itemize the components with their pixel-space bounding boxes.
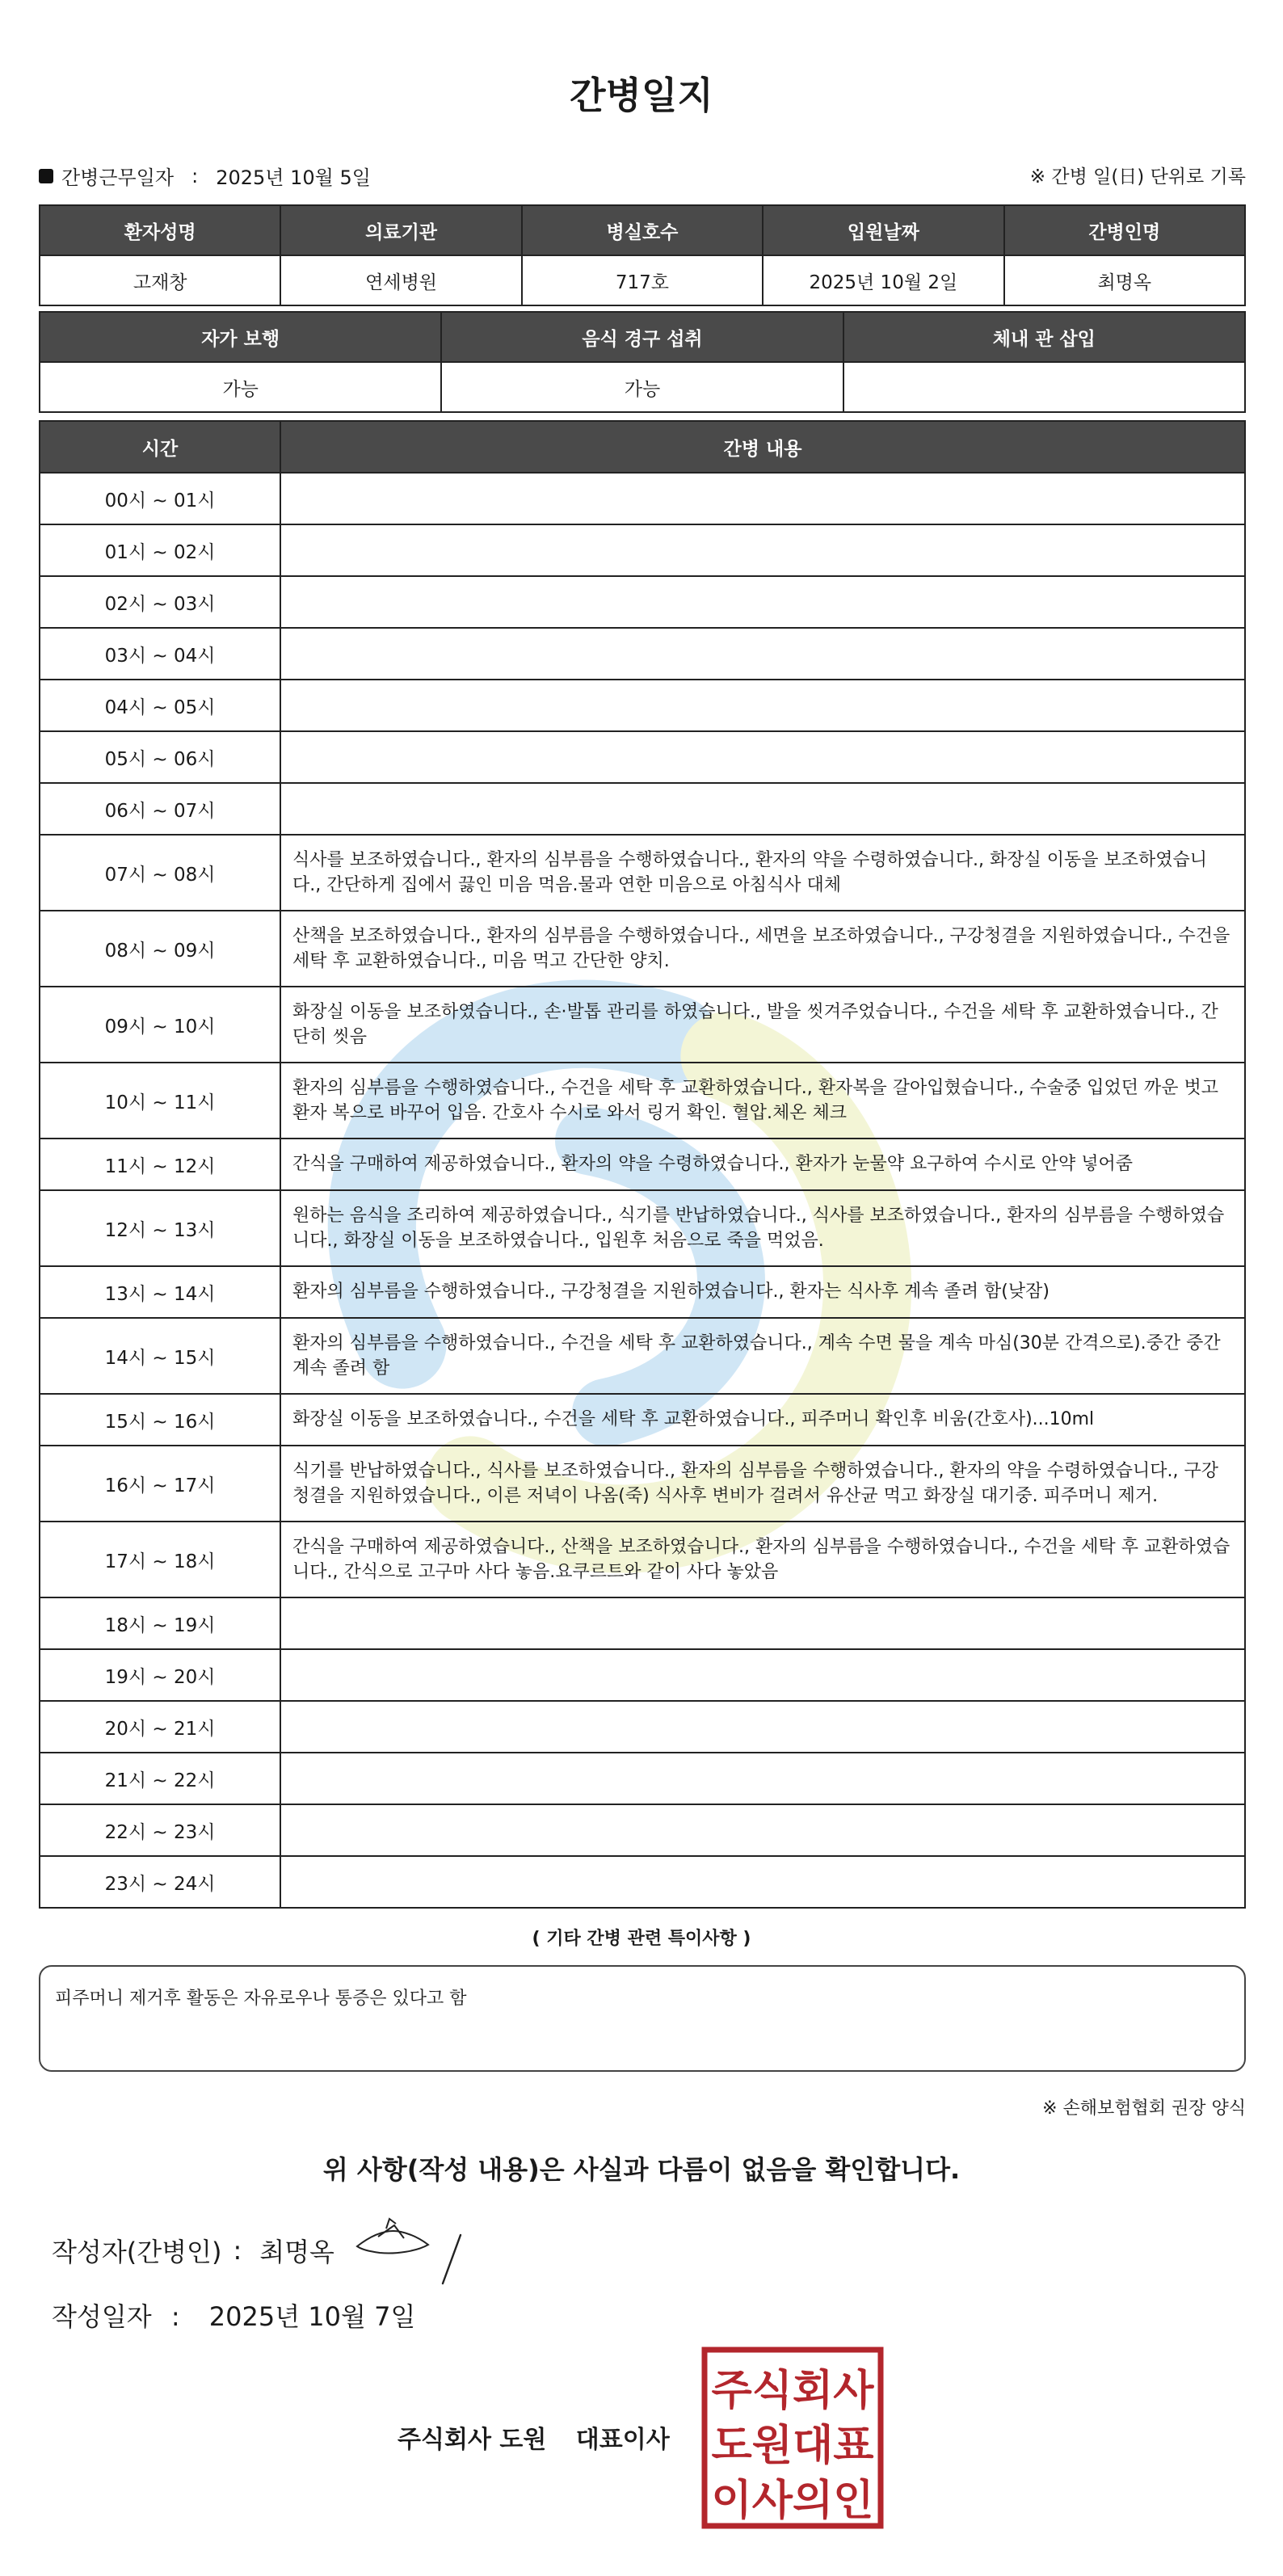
content-cell bbox=[280, 1856, 1245, 1908]
table-row bbox=[40, 1804, 1245, 1856]
time-cell: 14시 ~ 15시 bbox=[40, 1318, 280, 1394]
confirm-statement: 위 사항(작성 내용)은 사실과 다름이 없음을 확인합니다. bbox=[322, 2154, 961, 2185]
room-number: 717호 bbox=[522, 255, 763, 305]
patient-info-table bbox=[39, 204, 1246, 306]
meta-row bbox=[39, 162, 1246, 194]
time-cell: 13시 ~ 14시 bbox=[40, 1266, 280, 1318]
table-row bbox=[40, 628, 1245, 680]
care-log-table bbox=[39, 420, 1246, 1909]
time-cell: 20시 ~ 21시 bbox=[40, 1701, 280, 1753]
write-date-value: 2025년 10월 7일 bbox=[208, 2301, 416, 2332]
content-cell bbox=[280, 783, 1245, 835]
table-row bbox=[40, 1318, 1245, 1394]
table-row bbox=[40, 680, 1245, 731]
content-cell bbox=[280, 473, 1245, 524]
table-row bbox=[40, 783, 1245, 835]
caregiver-name: 최명옥 bbox=[1004, 255, 1245, 305]
table-row bbox=[40, 731, 1245, 783]
tube-value bbox=[843, 362, 1245, 412]
time-cell: 18시 ~ 19시 bbox=[40, 1597, 280, 1649]
table-row bbox=[40, 576, 1245, 628]
table-row bbox=[40, 1649, 1245, 1701]
time-cell: 06시 ~ 07시 bbox=[40, 783, 280, 835]
table-row bbox=[40, 1597, 1245, 1649]
other-notes-title: ( 기타 간병 관련 특이사항 ) bbox=[532, 1929, 751, 1949]
time-cell: 07시 ~ 08시 bbox=[40, 835, 280, 911]
header-room: 병실호수 bbox=[522, 205, 763, 255]
header-tube: 체내 관 삽입 bbox=[843, 312, 1245, 362]
write-date-line bbox=[52, 2296, 415, 2334]
time-cell: 19시 ~ 20시 bbox=[40, 1649, 280, 1701]
header-patient-name: 환자성명 bbox=[40, 205, 280, 255]
time-cell: 22시 ~ 23시 bbox=[40, 1804, 280, 1856]
content-cell: 환자의 심부름을 수행하였습니다., 구강청결을 지원하였습니다., 환자는 식사후 계속 졸려 함(낮잠) bbox=[280, 1266, 1245, 1318]
time-cell: 23시 ~ 24시 bbox=[40, 1856, 280, 1908]
writer-name: 최명옥 bbox=[259, 2237, 334, 2267]
work-date-label: 간병근무일자 bbox=[61, 166, 175, 189]
time-cell: 00시 ~ 01시 bbox=[40, 473, 280, 524]
walking-value: 가능 bbox=[40, 362, 441, 412]
company-name: 주식회사 도원 bbox=[398, 2426, 547, 2454]
hospital: 연세병원 bbox=[280, 255, 521, 305]
content-cell: 화장실 이동을 보조하였습니다., 수건을 세탁 후 교환하였습니다., 피주머니 확인후 비움(간호사)...10ml bbox=[280, 1394, 1245, 1446]
write-date-label: 작성일자 bbox=[52, 2301, 152, 2332]
company-line bbox=[398, 2419, 670, 2455]
header-admission-date: 입원날짜 bbox=[763, 205, 1003, 255]
table-row bbox=[40, 473, 1245, 524]
content-cell bbox=[280, 1804, 1245, 1856]
oral-intake-value: 가능 bbox=[441, 362, 843, 412]
seal-line-3: 이사의인 bbox=[711, 2477, 874, 2525]
time-cell: 15시 ~ 16시 bbox=[40, 1394, 280, 1446]
seal-line-2: 도원대표 bbox=[711, 2422, 874, 2470]
writer-sep: : bbox=[233, 2235, 242, 2266]
company-seal-stamp bbox=[701, 2347, 884, 2529]
table-row bbox=[40, 1753, 1245, 1804]
content-cell bbox=[280, 628, 1245, 680]
table-row bbox=[40, 1522, 1245, 1597]
time-cell: 05시 ~ 06시 bbox=[40, 731, 280, 783]
table-row bbox=[40, 1394, 1245, 1446]
content-cell bbox=[280, 680, 1245, 731]
signature bbox=[347, 2204, 485, 2293]
seal-line-1: 주식회사 bbox=[711, 2367, 874, 2415]
patient-name: 고재창 bbox=[40, 255, 280, 305]
header-caregiver: 간병인명 bbox=[1004, 205, 1245, 255]
admission-date: 2025년 10월 2일 bbox=[763, 255, 1003, 305]
work-date bbox=[39, 162, 371, 190]
time-cell: 01시 ~ 02시 bbox=[40, 524, 280, 576]
table-row bbox=[40, 987, 1245, 1063]
table-row bbox=[40, 835, 1245, 911]
square-bullet-icon bbox=[39, 169, 53, 183]
table-row bbox=[40, 1063, 1245, 1139]
patient-status-table bbox=[39, 311, 1246, 413]
table-row bbox=[40, 1190, 1245, 1266]
content-cell: 환자의 심부름을 수행하였습니다., 수건을 세탁 후 교환하였습니다., 계속 수면 물을 계속 마심(30분 간격으로).중간 중간 계속 졸려 함 bbox=[280, 1318, 1245, 1394]
time-cell: 21시 ~ 22시 bbox=[40, 1753, 280, 1804]
table-row bbox=[40, 1266, 1245, 1318]
header-care-content: 간병 내용 bbox=[280, 421, 1245, 473]
time-cell: 11시 ~ 12시 bbox=[40, 1139, 280, 1190]
content-cell: 식기를 반납하였습니다., 식사를 보조하였습니다., 환자의 심부름을 수행하였습니다., 환자의 약을 수령하였습니다., 구강청결을 지원하였습니다., 이른 저녁이 나옴(죽) 식사후 변비가 걸려서 유산균 먹고 화장실 대기중. 피주머니 제거. bbox=[280, 1446, 1245, 1522]
writer-line bbox=[52, 2232, 334, 2269]
content-cell: 간식을 구매하여 제공하였습니다., 산책을 보조하였습니다., 환자의 심부름을 수행하였습니다., 수건을 세탁 후 교환하였습니다., 간식으로 고구마 사다 놓음.요쿠르트와 같이 사다 놓았음 bbox=[280, 1522, 1245, 1597]
other-notes-box: 피주머니 제거후 활동은 자유로우나 통증은 있다고 함 bbox=[39, 1965, 1246, 2072]
content-cell: 산책을 보조하였습니다., 환자의 심부름을 수행하였습니다., 세면을 보조하였습니다., 구강청결을 지원하였습니다., 수건을 세탁 후 교환하였습니다., 미음 먹고 간단한 양치. bbox=[280, 911, 1245, 987]
page-title: 간병일지 bbox=[570, 74, 713, 117]
table-row bbox=[40, 524, 1245, 576]
content-cell: 원하는 음식을 조리하여 제공하였습니다., 식기를 반납하였습니다., 식사를 보조하였습니다., 환자의 심부름을 수행하였습니다., 화장실 이동을 보조하였습니다., 입원후 처음으로 죽을 먹었음. bbox=[280, 1190, 1245, 1266]
table-row bbox=[40, 911, 1245, 987]
write-date-sep: : bbox=[170, 2301, 180, 2332]
header-hospital: 의료기관 bbox=[280, 205, 521, 255]
work-date-sep: : bbox=[191, 164, 199, 187]
table-row bbox=[40, 1139, 1245, 1190]
header-time: 시간 bbox=[40, 421, 280, 473]
content-cell bbox=[280, 731, 1245, 783]
content-cell: 간식을 구매하여 제공하였습니다., 환자의 약을 수령하였습니다., 환자가 눈물약 요구하여 수시로 안약 넣어줌 bbox=[280, 1139, 1245, 1190]
writer-label: 작성자(간병인) bbox=[52, 2237, 222, 2267]
content-cell bbox=[280, 1701, 1245, 1753]
time-cell: 04시 ~ 05시 bbox=[40, 680, 280, 731]
record-note: ※ 간병 일(日) 단위로 기록 bbox=[1029, 166, 1246, 187]
time-cell: 08시 ~ 09시 bbox=[40, 911, 280, 987]
time-cell: 10시 ~ 11시 bbox=[40, 1063, 280, 1139]
time-cell: 17시 ~ 18시 bbox=[40, 1522, 280, 1597]
recommendation-note: ※ 손해보험협회 권장 양식 bbox=[1042, 2098, 1246, 2119]
header-oral-intake: 음식 경구 섭취 bbox=[441, 312, 843, 362]
header-walking: 자가 보행 bbox=[40, 312, 441, 362]
content-cell bbox=[280, 576, 1245, 628]
table-row bbox=[40, 1856, 1245, 1908]
table-row bbox=[40, 1446, 1245, 1522]
table-row bbox=[40, 1701, 1245, 1753]
content-cell bbox=[280, 1597, 1245, 1649]
time-cell: 03시 ~ 04시 bbox=[40, 628, 280, 680]
content-cell: 환자의 심부름을 수행하였습니다., 수건을 세탁 후 교환하였습니다., 환자복을 갈아입혔습니다., 수술중 입었던 까운 벗고 환자 복으로 바꾸어 입음. 간호사 수시로 와서 링거 확인. 혈압.체온 체크 bbox=[280, 1063, 1245, 1139]
time-cell: 12시 ~ 13시 bbox=[40, 1190, 280, 1266]
content-cell bbox=[280, 1753, 1245, 1804]
content-cell bbox=[280, 524, 1245, 576]
content-cell bbox=[280, 1649, 1245, 1701]
ceo-title: 대표이사 bbox=[575, 2426, 670, 2454]
time-cell: 09시 ~ 10시 bbox=[40, 987, 280, 1063]
time-cell: 16시 ~ 17시 bbox=[40, 1446, 280, 1522]
content-cell: 화장실 이동을 보조하였습니다., 손·발톱 관리를 하였습니다., 발을 씻겨주었습니다., 수건을 세탁 후 교환하였습니다., 간단히 씻음 bbox=[280, 987, 1245, 1063]
work-date-value: 2025년 10월 5일 bbox=[216, 166, 371, 189]
content-cell: 식사를 보조하였습니다., 환자의 심부름을 수행하였습니다., 환자의 약을 수령하였습니다., 화장실 이동을 보조하였습니다., 간단하게 집에서 끓인 미음 먹음.물과 연한 미음으로 아침식사 대체 bbox=[280, 835, 1245, 911]
time-cell: 02시 ~ 03시 bbox=[40, 576, 280, 628]
